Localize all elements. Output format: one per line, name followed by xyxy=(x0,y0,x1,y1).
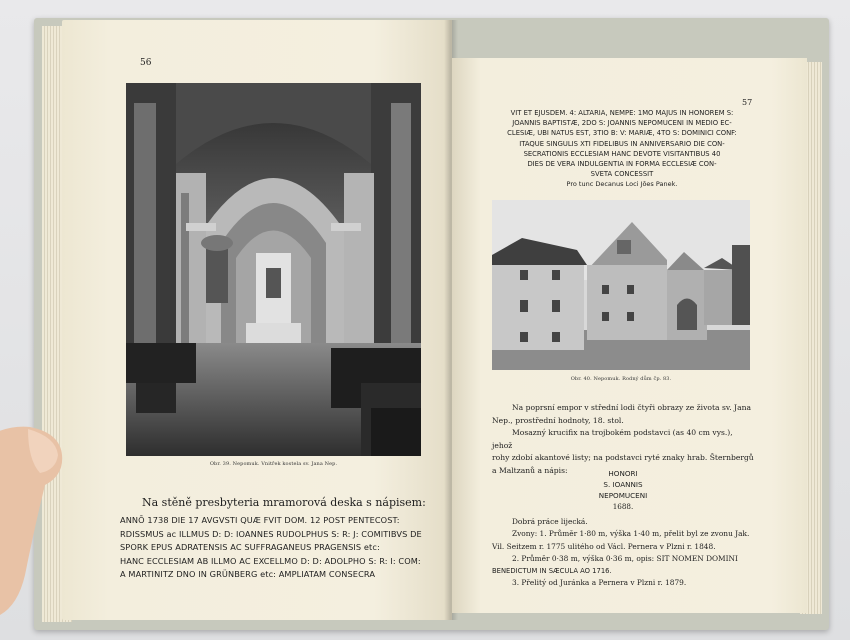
hand-holding-book xyxy=(0,415,70,615)
text-line: 2. Průměr 0·38 m, výška 0·36 m, opis: SIT NOMEN DOMINI xyxy=(512,553,738,563)
text-line: a Maltzanů a nápis: xyxy=(492,465,568,475)
birth-house-photo xyxy=(492,200,750,370)
text-line: rohy zdobí akantové listy; na podstavci ryté znaky hrab. Šternbergů xyxy=(492,453,754,462)
inscription-line: ITAQUE SINGULIS XTI FIDELIBUS IN ANNIVERSARIO DIE CON- xyxy=(519,139,725,148)
inscription-line: JOANNIS BAPTISTÆ, 2DO S: JOANNIS NEPOMUCENI IN MEDIO EC- xyxy=(512,119,732,128)
inscription-line: HONORI xyxy=(608,469,638,478)
figure-caption: Obr. 40. Nepomuk. Rodný dům čp. 83. xyxy=(570,376,672,382)
text-line: Vil. Seitzem r. 1775 ulitého od Václ. Pernera v Plzni r. 1848. xyxy=(492,541,716,551)
inscription-line: A MARTINITZ DNO IN GRÜNBERG etc: AMPLIATAM CONSECRA xyxy=(120,569,376,579)
right-page xyxy=(452,58,807,613)
crucifix-inscription xyxy=(492,468,754,512)
text-line: BENEDICTUM IN SÆCULA AO 1716. xyxy=(492,567,612,576)
inscription-line: HANC ECCLESIAM AB ILLMO AC EXCELLMO D: D: ADOLPHO S: R: I: COM: xyxy=(120,555,421,566)
inscription-line: CLESIÆ, UBI NATUS EST, 3TIO B: V: MARIÆ, 4TO S: DOMINICI CONF: xyxy=(507,129,737,138)
inscription-line: SVETA CONCESSIT xyxy=(590,170,654,179)
signature-line: Pro tunc Decanus Loci Jōes Panek. xyxy=(566,180,678,188)
text-line: Mosazný krucifix na trojbokém podstavci (as 40 cm vys.), jehož xyxy=(492,428,733,450)
birth-house-illustration xyxy=(492,200,750,370)
inscription-heading: Na stěně presbyteria mramorová deska s nápisem: xyxy=(142,496,426,509)
inscription-block xyxy=(120,514,460,582)
inscription-continuation xyxy=(492,108,752,179)
description-paragraph xyxy=(492,402,754,477)
text-line: Na poprsní empor v střední lodi čtyři obrazy ze života sv. Jana xyxy=(512,403,752,412)
page-number: 57 xyxy=(742,98,753,107)
inscription-line: RDISSMUS ac ILLMUS D: D: IOANNES RUDOLPHUS S: R: J: COMITIBVS DE xyxy=(120,528,422,539)
inscription-line: 1688. xyxy=(612,502,634,511)
text-line: Dobrá práce lijecká. xyxy=(512,517,588,526)
inscription-line: VIT ET EJUSDEM. 4: ALTARIA, NEMPE: 1MO MAJUS IN HONOREM S: xyxy=(510,109,734,117)
figure-caption: Obr. 39. Nepomuk. Vnitřek kostela sv. Jana Nep. xyxy=(209,461,338,467)
text-line: Nep., prostřední hodnoty, 18. stol. xyxy=(492,415,624,425)
text-line: Zvony: 1. Průměr 1·80 m, výška 1·40 m, přelit byl ze zvonu Jak. xyxy=(512,529,750,539)
inscription-line: ANNŌ 1738 DIE 17 AVGVSTI QUÆ FVIT DOM. 12 POST PENTECOST: xyxy=(120,515,400,525)
inscription-line: DIES DE VERA INDULGENTIA IN FORMA ECCLESIÆ CON- xyxy=(527,160,717,169)
inscription-line: NEPOMUCENI xyxy=(598,491,648,500)
bells-paragraph xyxy=(492,516,754,590)
inscription-line: SPORK EPUS ADRATENSIS AC SUFFRAGANEUS PRAGENSIS etc: xyxy=(120,542,380,552)
page-number: 56 xyxy=(140,58,152,68)
text-line: 3. Přelitý od Juránka a Pernera v Plzni r. 1879. xyxy=(512,578,687,588)
church-interior-illustration xyxy=(126,83,421,456)
inscription-line: SECRATIONIS ECCLESIAM HANC DEVOTE VISITANTIBUS 40 xyxy=(523,149,721,158)
inscription-line: S. IOANNIS xyxy=(603,480,643,489)
left-page xyxy=(62,20,452,620)
church-interior-photo xyxy=(126,83,421,456)
